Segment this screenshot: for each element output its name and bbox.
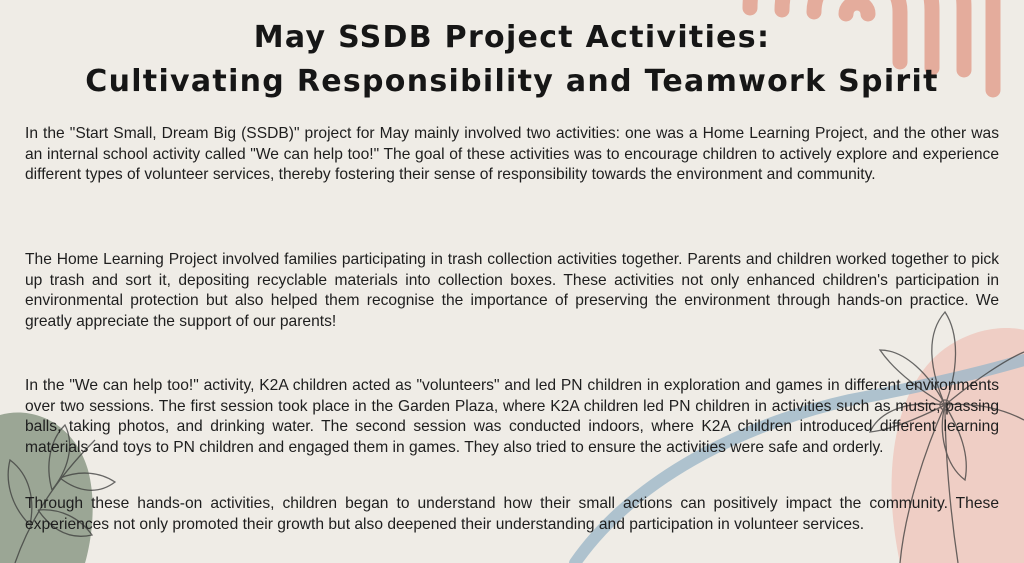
page-title-line-2: Cultivating Responsibility and Teamwork Spirit: [85, 64, 939, 99]
page-title-line-1: May SSDB Project Activities:: [253, 20, 771, 55]
paragraph-home-learning: The Home Learning Project involved families participating in trash collection activities together. Parents and children worked together to pick up trash and sort it, depositing recyclable materials into collection boxes. These activities not only enhanced children's participation in environmental protection but also helped them recognise the importance of preserving the environment through hands-on practice. We greatly appreciate the support of our parents!: [25, 251, 999, 330]
paragraph-we-can-help-too: In the "We can help too!" activity, K2A children acted as "volunteers" and led PN children in exploration and games in different environments over two sessions. The first session took place in the Garden Plaza, where K2A children led PN children in activities such as music, passing balls, taking photos, and drinking water. The second session was conducted indoors, where K2A children introduced different learning materials and toys to PN children and engaged them in games. They also tried to ensure the activities were safe and orderly.: [25, 377, 999, 456]
paragraph-conclusion: Through these hands-on activities, children began to understand how their small actions can positively impact the community. These experiences not only promoted their growth but also deepened their understanding and participation in volunteer services.: [25, 495, 999, 533]
paragraph-intro: In the "Start Small, Dream Big (SSDB)" project for May mainly involved two activities: one was a Home Learning Project, and the other was an internal school activity called "We can help too!" The goal of these activities was to encourage children to actively explore and experience different types of volunteer services, thereby fostering their sense of responsibility towards the environment and community.: [25, 125, 999, 183]
